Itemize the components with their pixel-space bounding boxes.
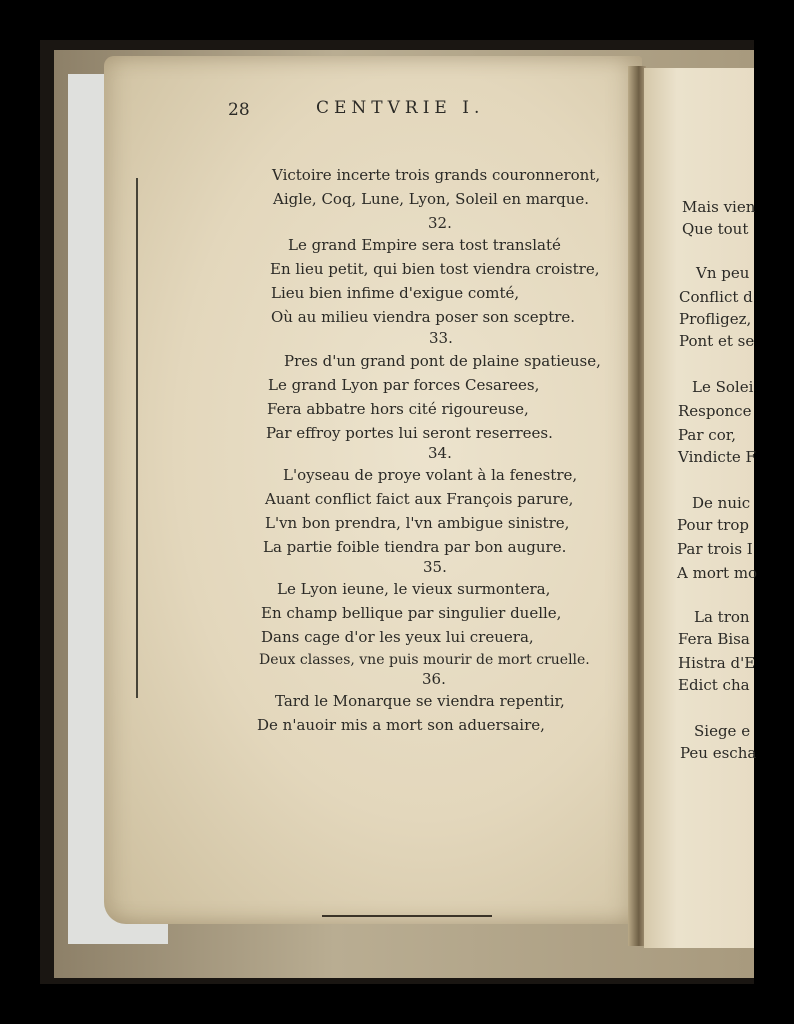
verse-line: Aigle, Coq, Lune, Lyon, Soleil en marque.	[273, 190, 590, 208]
quatrain-number: 32.	[428, 214, 452, 232]
right-page-line: Pour trop	[677, 516, 749, 534]
right-page-line: Par cor,	[678, 426, 737, 444]
verse-line: Tard le Monarque se viendra repentir,	[275, 692, 565, 710]
quatrain-number: 34.	[428, 444, 452, 462]
verse-line: Pres d'un grand pont de plaine spatieuse,	[284, 352, 601, 370]
right-page-line: Vn peu	[696, 264, 750, 282]
verse-line: En champ bellique par singulier duelle,	[261, 604, 562, 622]
right-page-line: Mais vien	[682, 198, 756, 216]
verse-line: Dans cage d'or les yeux lui creuera,	[261, 628, 534, 646]
right-page-line: Vindicte F	[678, 448, 756, 466]
right-page-line: Que tout	[682, 220, 749, 238]
footer-rule	[322, 915, 492, 917]
right-page-line: Fera Bisa	[678, 630, 750, 648]
verse-line: De n'auoir mis a mort son aduersaire,	[257, 716, 545, 734]
verse-line: En lieu petit, qui bien tost viendra croistre,	[270, 260, 600, 278]
page-number: 28	[228, 100, 250, 120]
right-page-line: Responce	[678, 402, 752, 420]
right-page-line: Par trois I	[677, 540, 753, 558]
verse-line: Le Lyon ieune, le vieux surmontera,	[277, 580, 551, 598]
verse-line: Deux classes, vne puis mourir de mort cruelle.	[259, 652, 590, 668]
quatrain-number: 36.	[422, 670, 446, 688]
verse-line: Le grand Lyon par forces Cesarees,	[268, 376, 540, 394]
margin-rule	[136, 178, 138, 698]
verse-line: Fera abbatre hors cité rigoureuse,	[267, 400, 529, 418]
right-page-line: A mort mo	[677, 564, 758, 582]
verse-line: Le grand Empire sera tost translaté	[288, 236, 561, 254]
right-page-line: De nuic	[692, 494, 751, 512]
running-head: CENTVRIE I.	[316, 98, 485, 118]
right-page-line: Edict cha	[678, 676, 750, 694]
quatrain-number: 35.	[423, 558, 447, 576]
right-page-line: Histra d'E	[678, 654, 756, 672]
right-page-line: Pont et se	[679, 332, 755, 350]
verse-line: Où au milieu viendra poser son sceptre.	[271, 308, 576, 326]
verse-line: L'oyseau de proye volant à la fenestre,	[283, 466, 578, 484]
right-page-line: Peu escha	[680, 744, 757, 762]
verse-line: Victoire incerte trois grands couronneront,	[272, 166, 601, 184]
verse-line: L'vn bon prendra, l'vn ambigue sinistre,	[265, 514, 570, 532]
quatrain-number: 33.	[429, 329, 453, 347]
verse-line: Par effroy portes lui seront reserrees.	[266, 424, 553, 442]
right-page-line: Conflict d	[679, 288, 753, 306]
verse-line: La partie foible tiendra par bon augure.	[263, 538, 567, 556]
right-page-line: Le Solei	[692, 378, 754, 396]
verse-line: Auant conflict faict aux François parure,	[265, 490, 574, 508]
verse-line: Lieu bien infime d'exigue comté,	[271, 284, 520, 302]
right-page-line: La tron	[694, 608, 750, 626]
right-page-line: Profligez,	[679, 310, 752, 328]
right-page-line: Siege e	[694, 722, 751, 740]
